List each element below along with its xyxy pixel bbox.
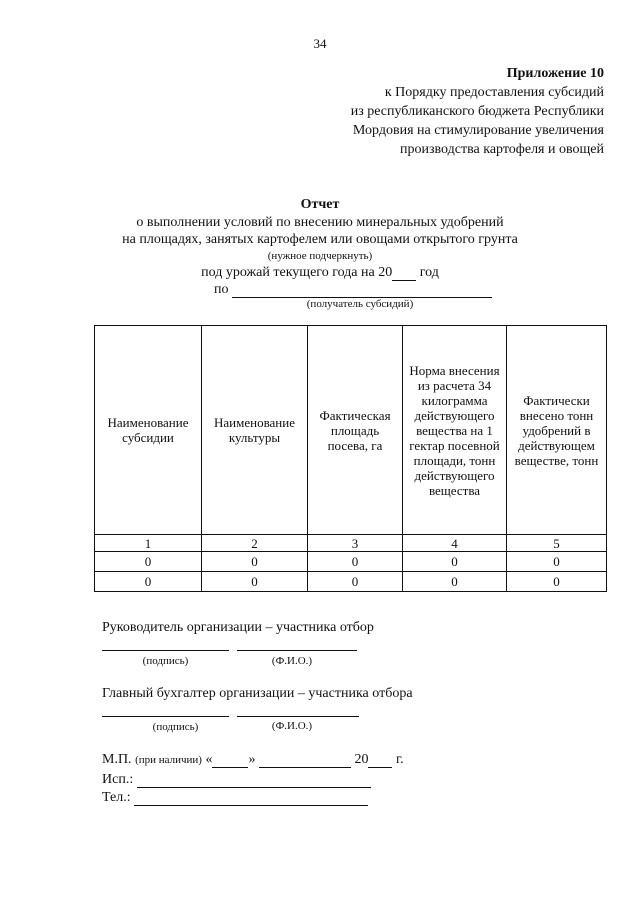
appendix-block [284,64,604,159]
mp-label: М.П. [102,752,132,767]
table-cell: 0 [403,572,507,592]
appendix-line: из республиканского бюджета Республики [350,104,604,119]
header-cell-norm: Норма внесения из расчета 34 килограмма действующего вещества на 1 гектар посевной площади, тонн действующего вещества [403,326,507,535]
table-cell: 0 [95,572,202,592]
harvest-line [60,264,580,281]
day-blank [212,755,248,768]
tel-line [102,790,368,806]
recipient-blank [232,285,492,298]
appendix-line: к Порядку предоставления субсидий [384,85,604,100]
number-cell: 1 [95,535,202,552]
head-sign-caption: (подпись) [142,655,189,667]
table-cell: 0 [507,552,607,572]
report-table [94,325,607,592]
head-signature-label: Руководитель организации – участника отбор [102,620,374,635]
number-cell: 3 [308,535,403,552]
appendix-line: производства картофеля и овощей [400,142,604,157]
table-cell: 0 [202,552,308,572]
header-cell-area: Фактическая площадь посева, га [308,326,403,535]
table-row [95,572,607,592]
chief-fio-caption: (Ф.И.О.) [271,720,313,732]
table-row [95,552,607,572]
report-note: (нужное подчеркнуть) [267,250,373,262]
table-cell: 0 [95,552,202,572]
harvest-suffix: год [419,265,439,280]
isp-blank [137,775,371,788]
table-cell: 0 [308,552,403,572]
isp-label: Исп.: [102,772,134,787]
tel-blank [134,793,368,806]
table-cell: 0 [202,572,308,592]
table-cell: 0 [308,572,403,592]
appendix-title: Приложение 10 [506,66,604,81]
number-cell: 4 [403,535,507,552]
head-fio-line [237,650,357,651]
chief-signature-label: Главный бухгалтер организации – участника отбора [102,686,413,701]
table-number-row [95,535,607,552]
head-sign-line [102,650,229,651]
stamp-date-line [102,752,404,768]
mp-note: (при наличии) [135,754,202,766]
quote-open: « [205,752,213,767]
header-cell-actual: Фактически внесено тонн удобрений в действующем веществе, тонн [507,326,607,535]
table-cell: 0 [507,572,607,592]
year-suffix: г. [395,752,404,767]
header-cell-subsidy: Наименование субсидии [95,326,202,535]
number-cell: 2 [202,535,308,552]
chief-fio-line [237,716,359,717]
tel-label: Тел.: [102,790,131,805]
number-cell: 5 [507,535,607,552]
chief-sign-caption: (подпись) [152,721,199,733]
quote-close: » [248,752,256,767]
year-blank [392,280,416,281]
appendix-line: Мордовия на стимулирование увеличения [352,123,604,138]
isp-line [102,772,371,788]
harvest-prefix: под урожай текущего года на 20 [201,265,393,280]
table-cell: 0 [403,552,507,572]
report-subtitle-line2: на площадях, занятых картофелем или овощами открытого грунта [122,232,518,247]
table-header-row [95,326,607,535]
recipient-caption: (получатель субсидий) [306,298,414,310]
month-blank [259,755,351,768]
chief-sign-line [102,716,229,717]
header-cell-culture: Наименование культуры [202,326,308,535]
report-subtitle-line1: о выполнении условий по внесению минеральных удобрений [136,215,504,230]
recipient-line [214,282,492,298]
page-number: 34 [313,36,327,51]
po-label: по [214,282,229,297]
year-prefix: 20 [354,752,369,767]
report-title: Отчет [300,197,340,212]
head-fio-caption: (Ф.И.О.) [271,655,313,667]
year-suffix-blank [368,755,392,768]
